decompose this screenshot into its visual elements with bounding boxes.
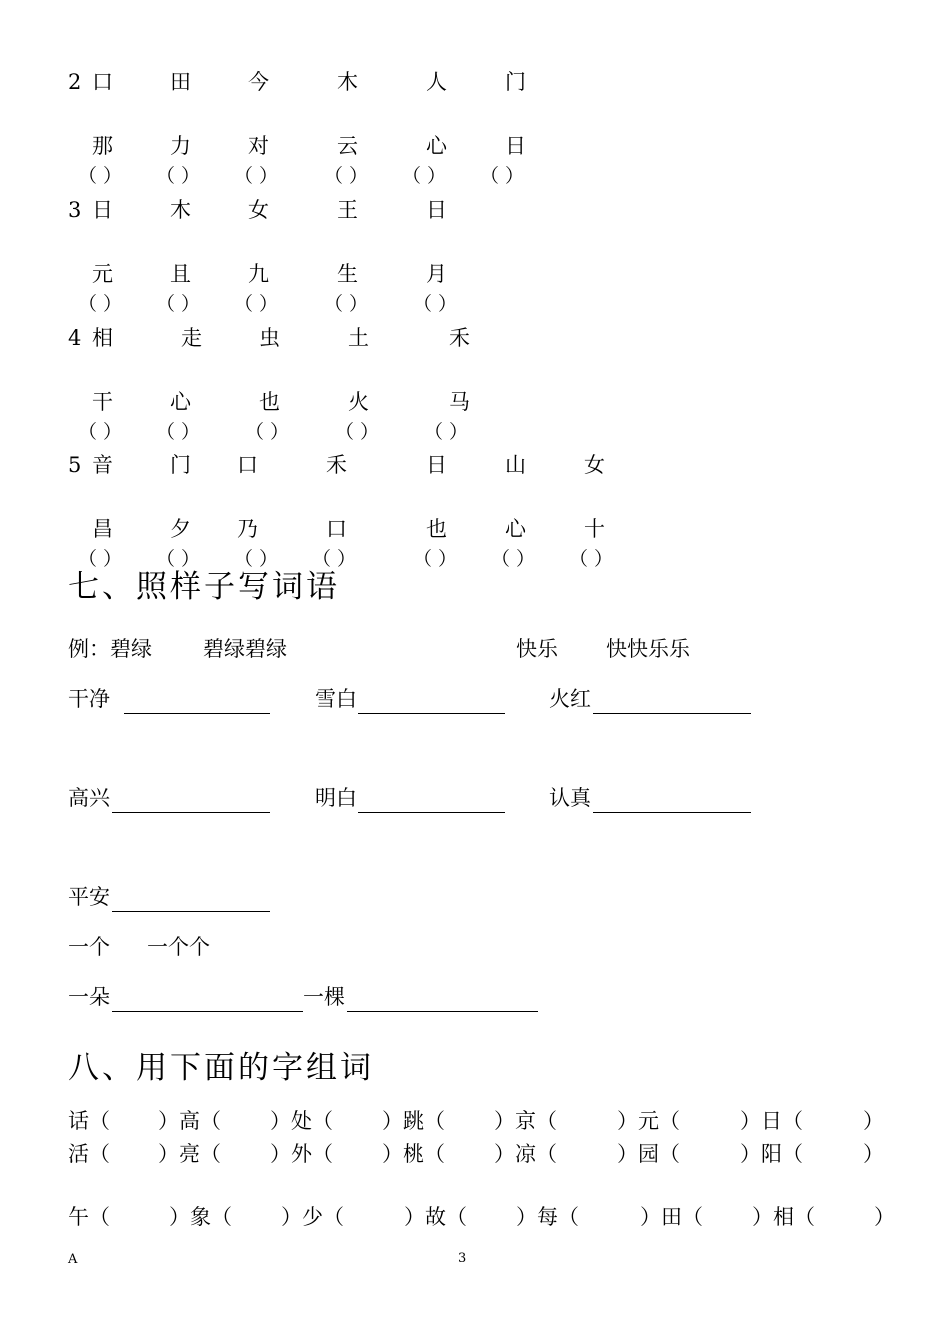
answer-paren[interactable]: （ ） bbox=[78, 548, 123, 570]
example-word: 一个 bbox=[68, 935, 110, 959]
word-item: ）外（ bbox=[270, 1142, 333, 1166]
word-item: ）跳（ bbox=[382, 1109, 445, 1133]
example-word: 快乐 bbox=[516, 637, 558, 661]
answer-line[interactable] bbox=[358, 713, 505, 714]
answer-paren[interactable]: （ ） bbox=[413, 548, 458, 570]
char: 心 bbox=[505, 517, 526, 541]
char: 心 bbox=[170, 390, 191, 414]
word-prompt: 一朵 bbox=[68, 985, 110, 1009]
answer-paren[interactable]: （ ） bbox=[234, 293, 279, 315]
answer-paren[interactable]: （ ） bbox=[234, 548, 279, 570]
char: 日 bbox=[92, 198, 113, 222]
char: 走 bbox=[181, 326, 202, 350]
word-item: ） bbox=[863, 1109, 884, 1133]
word-item: ）阳（ bbox=[740, 1142, 803, 1166]
example-answer: 一个个 bbox=[147, 935, 210, 959]
answer-line[interactable] bbox=[358, 812, 505, 813]
word-item: ）处（ bbox=[270, 1109, 333, 1133]
char: 力 bbox=[170, 134, 191, 158]
word-prompt: 一棵 bbox=[303, 985, 345, 1009]
answer-paren[interactable]: （ ） bbox=[78, 293, 123, 315]
char: 夕 bbox=[170, 517, 191, 541]
char: 且 bbox=[170, 262, 191, 286]
char: 门 bbox=[170, 453, 191, 477]
word-prompt: 认真 bbox=[549, 786, 591, 810]
char: 禾 bbox=[449, 326, 470, 350]
char: 日 bbox=[426, 198, 447, 222]
char: 昌 bbox=[92, 517, 113, 541]
char: 日 bbox=[505, 134, 526, 158]
word-item: ）桃（ bbox=[382, 1142, 445, 1166]
answer-paren[interactable]: （ ） bbox=[424, 421, 469, 443]
answer-paren[interactable]: （ ） bbox=[234, 165, 279, 187]
word-prompt: 干净 bbox=[68, 687, 110, 711]
answer-paren[interactable]: （ ） bbox=[156, 293, 201, 315]
answer-paren[interactable]: （ ） bbox=[324, 165, 369, 187]
footer-label: A bbox=[68, 1252, 78, 1267]
char: 月 bbox=[426, 262, 447, 286]
answer-paren[interactable]: （ ） bbox=[480, 165, 525, 187]
question-number: 2 bbox=[68, 70, 82, 94]
char: 九 bbox=[248, 262, 269, 286]
char: 口 bbox=[326, 517, 347, 541]
section-heading: 八、用下面的字组词 bbox=[68, 1050, 374, 1086]
word-item: 活（ bbox=[68, 1142, 110, 1166]
answer-line[interactable] bbox=[593, 812, 751, 813]
char: 相 bbox=[92, 326, 113, 350]
example-answer: 碧绿碧绿 bbox=[203, 637, 287, 661]
answer-line[interactable] bbox=[112, 911, 270, 912]
char: 马 bbox=[449, 390, 470, 414]
char: 对 bbox=[248, 134, 269, 158]
word-prompt: 雪白 bbox=[315, 687, 357, 711]
question-number: 3 bbox=[68, 198, 82, 222]
char: 女 bbox=[248, 198, 269, 222]
char: 门 bbox=[505, 70, 526, 94]
char: 也 bbox=[259, 390, 280, 414]
char: 口 bbox=[92, 70, 113, 94]
answer-line[interactable] bbox=[593, 713, 751, 714]
word-item: ）凉（ bbox=[494, 1142, 557, 1166]
word-item: ）每（ bbox=[516, 1205, 579, 1229]
char: 山 bbox=[505, 453, 526, 477]
char: 火 bbox=[348, 390, 369, 414]
char: 木 bbox=[337, 70, 358, 94]
example-label: 例：碧绿 bbox=[68, 637, 152, 661]
answer-paren[interactable]: （ ） bbox=[491, 548, 536, 570]
char: 木 bbox=[170, 198, 191, 222]
answer-paren[interactable]: （ ） bbox=[156, 421, 201, 443]
char: 音 bbox=[92, 453, 113, 477]
char: 生 bbox=[337, 262, 358, 286]
char: 乃 bbox=[237, 517, 258, 541]
answer-line[interactable] bbox=[124, 713, 270, 714]
answer-paren[interactable]: （ ） bbox=[413, 293, 458, 315]
answer-line[interactable] bbox=[112, 1011, 303, 1012]
char: 那 bbox=[92, 134, 113, 158]
word-item: ）日（ bbox=[740, 1109, 803, 1133]
answer-paren[interactable]: （ ） bbox=[78, 165, 123, 187]
char: 人 bbox=[426, 70, 447, 94]
char: 女 bbox=[584, 453, 605, 477]
word-item: ）亮（ bbox=[158, 1142, 221, 1166]
char: 土 bbox=[348, 326, 369, 350]
answer-line[interactable] bbox=[347, 1011, 538, 1012]
word-item: ）元（ bbox=[617, 1109, 680, 1133]
section-heading: 七、照样子写词语 bbox=[68, 569, 340, 605]
word-item: ）高（ bbox=[158, 1109, 221, 1133]
char: 禾 bbox=[326, 453, 347, 477]
char: 虫 bbox=[259, 326, 280, 350]
char: 云 bbox=[337, 134, 358, 158]
word-item: 午（ bbox=[68, 1205, 110, 1229]
word-item: ）象（ bbox=[169, 1205, 232, 1229]
answer-paren[interactable]: （ ） bbox=[78, 421, 123, 443]
word-item: ）故（ bbox=[404, 1205, 467, 1229]
page-number: 3 bbox=[458, 1251, 467, 1266]
word-item: ）相（ bbox=[752, 1205, 815, 1229]
word-prompt: 明白 bbox=[315, 786, 357, 810]
char: 心 bbox=[426, 134, 447, 158]
answer-paren[interactable]: （ ） bbox=[569, 548, 614, 570]
char: 干 bbox=[92, 390, 113, 414]
char: 十 bbox=[584, 517, 605, 541]
answer-paren[interactable]: （ ） bbox=[156, 165, 201, 187]
word-item: ）京（ bbox=[494, 1109, 557, 1133]
answer-paren[interactable]: （ ） bbox=[402, 165, 447, 187]
answer-paren[interactable]: （ ） bbox=[324, 293, 369, 315]
char: 日 bbox=[426, 453, 447, 477]
answer-line[interactable] bbox=[112, 812, 270, 813]
question-number: 4 bbox=[68, 326, 82, 350]
char: 今 bbox=[248, 70, 269, 94]
word-item: ）田（ bbox=[640, 1205, 703, 1229]
word-prompt: 平安 bbox=[68, 885, 110, 909]
word-item: ） bbox=[874, 1205, 895, 1229]
char: 元 bbox=[92, 262, 113, 286]
word-item: 话（ bbox=[68, 1109, 110, 1133]
question-number: 5 bbox=[68, 453, 82, 477]
word-prompt: 高兴 bbox=[68, 786, 110, 810]
word-prompt: 火红 bbox=[549, 687, 591, 711]
char: 王 bbox=[337, 198, 358, 222]
answer-paren[interactable]: （ ） bbox=[156, 548, 201, 570]
char: 也 bbox=[426, 517, 447, 541]
char: 田 bbox=[170, 70, 191, 94]
example-answer: 快快乐乐 bbox=[606, 637, 690, 661]
answer-paren[interactable]: （ ） bbox=[312, 548, 357, 570]
word-item: ）少（ bbox=[281, 1205, 344, 1229]
answer-paren[interactable]: （ ） bbox=[335, 421, 380, 443]
word-item: ） bbox=[863, 1142, 884, 1166]
char: 口 bbox=[237, 453, 258, 477]
answer-paren[interactable]: （ ） bbox=[245, 421, 290, 443]
word-item: ）园（ bbox=[617, 1142, 680, 1166]
